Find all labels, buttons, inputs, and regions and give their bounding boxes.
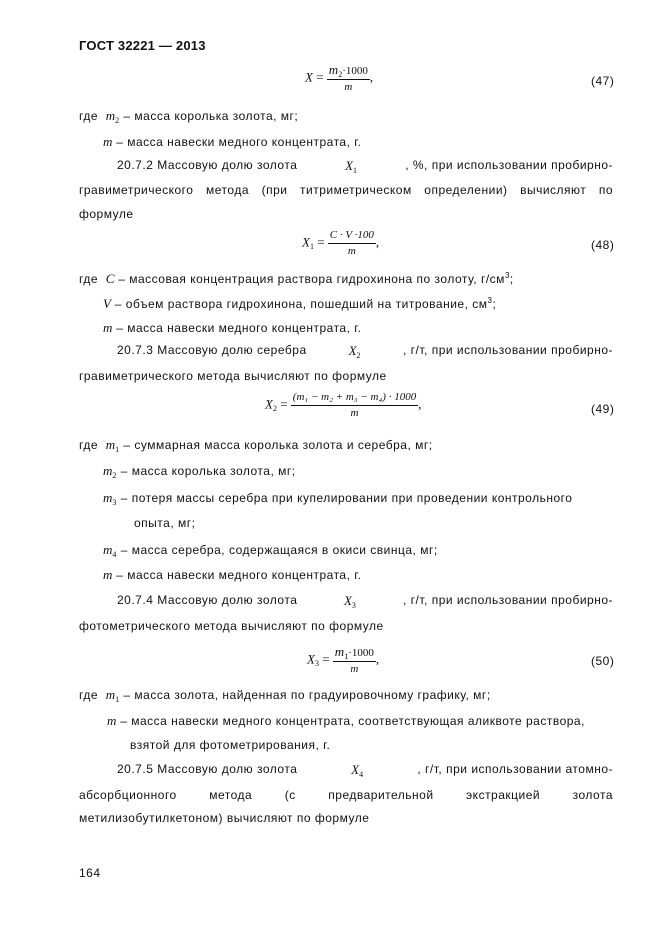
formula-48: $X_1$ = $\frac{C \cdot V \cdot 100}{m}$ , xyxy=(302,229,380,257)
document-header: ГОСТ 32221 — 2013 xyxy=(79,38,206,53)
definition-m3: $m_3$ – потеря массы серебра при купелировании при проведении контрольного xyxy=(103,490,573,507)
definition-C: где C – массовая концентрация раствора гидрохинона по золоту, $г/см^3$; xyxy=(79,271,514,286)
definition-m1: где $m_1$ – суммарная масса королька золота и серебра, мг; xyxy=(79,437,433,454)
definition-m: m – масса навески медного концентрата, г. xyxy=(103,320,362,335)
definition-m4: $m_4$ – масса серебра, содержащаяся в окиси свинца, мг; xyxy=(103,542,438,559)
definition-m: m – масса навески медного концентрата, соответствующая аликвоте раствора, xyxy=(107,713,585,728)
paragraph-20-7-4-line1: 20.7.4 Массовую долю золота $X_3$ , г/т, при использовании пробирно- xyxy=(117,593,613,610)
paragraph-20-7-3-line1: 20.7.3 Массовую долю серебра $X_2$ , г/т, при использовании пробирно- xyxy=(117,343,613,360)
definition-m2: $m_2$ – масса королька золота, мг; xyxy=(103,463,296,480)
equation-number-50: (50) xyxy=(591,654,615,668)
paragraph-20-7-2-line1: 20.7.2 Массовую долю золота $X_1$ , %, при использовании пробирно- xyxy=(117,158,613,175)
equation-number-48: (48) xyxy=(591,238,615,252)
formula-49: $X_2$ = $\frac{\text{(m₁ − m₂ + m₃ − m₄) · 1000}}{m}$ , xyxy=(265,391,422,419)
definition-m3-continuation: опыта, мг; xyxy=(134,516,196,530)
paragraph-20-7-2-line2: гравиметрического метода (при титриметрическом определении) вычисляют по xyxy=(79,183,613,197)
definition-m1: где $m_1$ – масса золота, найденная по градуировочному графику, мг; xyxy=(79,687,491,704)
paragraph-20-7-5-line1: 20.7.5 Массовую долю золота $X_4$ , г/т, при использовании атомно- xyxy=(117,762,613,779)
equation-number-47: (47) xyxy=(591,74,615,88)
equation-number-49: (49) xyxy=(591,402,615,416)
definition-m: m – масса навески медного концентрата, г. xyxy=(103,567,362,582)
paragraph-20-7-2-line3: формуле xyxy=(79,207,134,221)
page-number: 164 xyxy=(79,866,101,880)
formula-50: $X_3$ = $\frac{m_1\cdot 1000}{m}$ , xyxy=(307,644,380,675)
definition-m2: где $m_2$ – масса королька золота, мг; xyxy=(79,108,299,125)
definition-m: m – масса навески медного концентрата, г. xyxy=(103,134,362,149)
formula-47: X = $\frac{m_2\cdot 1000}{m}$ , xyxy=(305,62,374,93)
definition-m-continuation: взятой для фотометрирования, г. xyxy=(130,738,331,752)
paragraph-20-7-4-line2: фотометрического метода вычисляют по формуле xyxy=(79,619,384,633)
paragraph-20-7-3-line2: гравиметрического метода вычисляют по формуле xyxy=(79,369,387,383)
paragraph-20-7-5-line3: метилизобутилкетоном) вычисляют по формуле xyxy=(79,811,370,825)
definition-V: V – объем раствора гидрохинона, пошедший на титрование, $см^3$; xyxy=(103,296,497,311)
paragraph-20-7-5-line2: абсорбционного метода (с предварительной экстракцией золота xyxy=(79,788,613,802)
